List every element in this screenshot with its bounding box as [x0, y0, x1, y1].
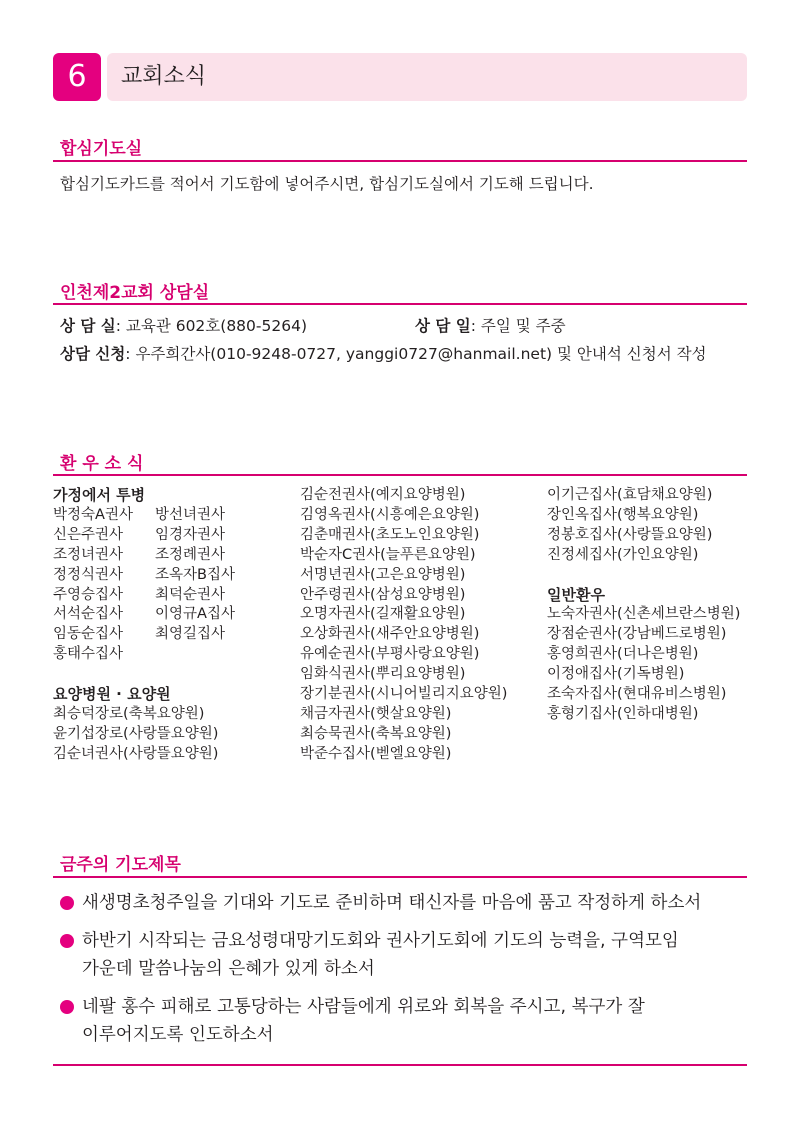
divider	[53, 474, 747, 476]
prayer-topics-list	[60, 889, 740, 1059]
sick-list-left	[53, 486, 235, 765]
list-item: 조정녀권사	[53, 546, 124, 563]
list-item: 장인옥집사(행복요양원)	[547, 506, 699, 523]
counseling-room-line	[60, 314, 307, 336]
prayer-item-line: 이루어지도록 인도하소서	[82, 1025, 274, 1045]
list-item: 임화식권사(뿌리요양병원)	[300, 666, 466, 683]
list-item: 최덕순권사	[155, 586, 226, 603]
page-title: 교회소식	[121, 64, 207, 89]
list-item: 김영옥권사(시흥예은요양원)	[300, 506, 480, 523]
list-item: 홍형기집사(인하대병원)	[547, 705, 699, 722]
divider	[53, 303, 747, 305]
list-item: 임경자권사	[155, 526, 226, 543]
bullet-icon	[60, 896, 74, 910]
counseling-room-label: 상 담 실	[60, 317, 116, 335]
list-item: 이기근집사(효담채요양원)	[547, 487, 713, 503]
list-item: 진정세집사(가인요양원)	[547, 546, 699, 563]
hospital-heading: 요양병원 · 요양원	[53, 685, 171, 704]
list-item: 김춘매권사(초도노인요양원)	[300, 526, 480, 543]
sick-news-title: 환 우 소 식	[60, 454, 144, 474]
home-care-grid	[53, 506, 235, 665]
counseling-apply-value: : 우주희간사(010-9248-0727, yanggi0727@hanmail.net) 및 안내석 신청서 작성	[125, 345, 707, 363]
list-item: 서석순집사	[53, 606, 124, 623]
list-item	[60, 927, 740, 983]
prayer-item-line: 네팔 홍수 피해로 고통당하는 사람들에게 위로와 회복을 주시고, 복구가 잘	[82, 997, 645, 1017]
prayer-item-line: 가운데 말씀나눔의 은혜가 있게 하소서	[82, 959, 375, 979]
list-item	[60, 993, 740, 1049]
list-item: 박정숙A권사	[53, 506, 133, 523]
prayer-item-line: 새생명초청주일을 기대와 기도로 준비하며 태신자를 마음에 품고 작정하게 하소서	[82, 893, 702, 913]
bottom-divider	[53, 1064, 747, 1066]
list-item: 유예순권사(부평사랑요양원)	[300, 646, 480, 663]
list-item: 정정식권사	[53, 566, 124, 583]
prayer-room-text: 합심기도카드를 적어서 기도함에 넣어주시면, 합심기도실에서 기도해 드립니다.	[60, 175, 594, 193]
list-item: 윤기섭장로(사랑뜰요양원)	[53, 725, 219, 742]
list-item: 최승덕장로(축복요양원)	[53, 705, 205, 722]
bullet-icon	[60, 934, 74, 948]
section-header	[53, 53, 747, 101]
sick-list-middle	[300, 486, 507, 765]
counseling-day-label: 상 담 일	[415, 317, 471, 335]
prayer-topics-title: 금주의 기도제목	[60, 855, 181, 875]
section-number: 6	[53, 53, 101, 101]
list-item: 이영규A집사	[155, 606, 235, 623]
home-care-heading: 가정에서 투병	[53, 486, 146, 504]
list-item: 임동순집사	[53, 626, 124, 643]
list-item: 박준수집사(벧엘요양원)	[300, 745, 452, 762]
divider	[53, 876, 747, 878]
home-care-right-list	[155, 506, 235, 665]
counseling-title: 인천제2교회 상담실	[60, 283, 210, 303]
list-item: 조숙자집사(현대유비스병원)	[547, 686, 727, 703]
list-item: 박순자C권사(늘푸른요양원)	[300, 546, 476, 563]
list-item: 주영승집사	[53, 586, 124, 603]
list-item: 김순녀권사(사랑뜰요양원)	[53, 745, 219, 762]
list-item: 신은주권사	[53, 526, 124, 543]
list-item: 방선녀권사	[155, 506, 226, 523]
list-item: 서명년권사(고은요양병원)	[300, 566, 466, 583]
list-item	[60, 889, 740, 917]
counseling-room-value: : 교육관 602호(880-5264)	[115, 317, 307, 335]
divider	[53, 160, 747, 162]
counseling-day-value: : 주일 및 주중	[470, 317, 566, 335]
list-item: 정봉호집사(사랑뜰요양원)	[547, 526, 713, 543]
list-item: 조옥자B집사	[155, 566, 235, 583]
list-item: 노숙자권사(신촌세브란스병원)	[547, 606, 741, 623]
list-item: 이정애집사(기독병원)	[547, 666, 685, 683]
list-item: 장점순권사(강남베드로병원)	[547, 626, 727, 643]
list-item: 안주령권사(삼성요양병원)	[300, 586, 466, 603]
list-item: 장기분권사(시니어빌리지요양원)	[300, 686, 508, 703]
list-item: 홍영희권사(더나은병원)	[547, 646, 699, 663]
counseling-day-line	[415, 314, 566, 336]
sick-list-right	[547, 486, 740, 725]
bullet-icon	[60, 1000, 74, 1014]
counseling-apply-line	[60, 342, 707, 364]
general-patients-heading: 일반환우	[547, 585, 605, 604]
list-item: 김순전권사(예지요양병원)	[300, 487, 466, 503]
list-item: 최영길집사	[155, 626, 226, 643]
list-item: 최승묵권사(축복요양원)	[300, 725, 452, 742]
home-care-left-list	[53, 506, 155, 665]
list-item: 오명자권사(길재활요양원)	[300, 606, 466, 623]
list-item: 조정례권사	[155, 546, 226, 563]
list-item: 오상화권사(새주안요양병원)	[300, 626, 480, 643]
counseling-apply-label: 상담 신청	[60, 345, 126, 363]
prayer-room-title: 합심기도실	[60, 139, 143, 159]
prayer-item-line: 하반기 시작되는 금요성령대망기도회와 권사기도회에 기도의 능력을, 구역모임	[82, 931, 679, 951]
list-item: 채금자권사(햇살요양원)	[300, 705, 452, 722]
list-item: 홍태수집사	[53, 646, 124, 663]
